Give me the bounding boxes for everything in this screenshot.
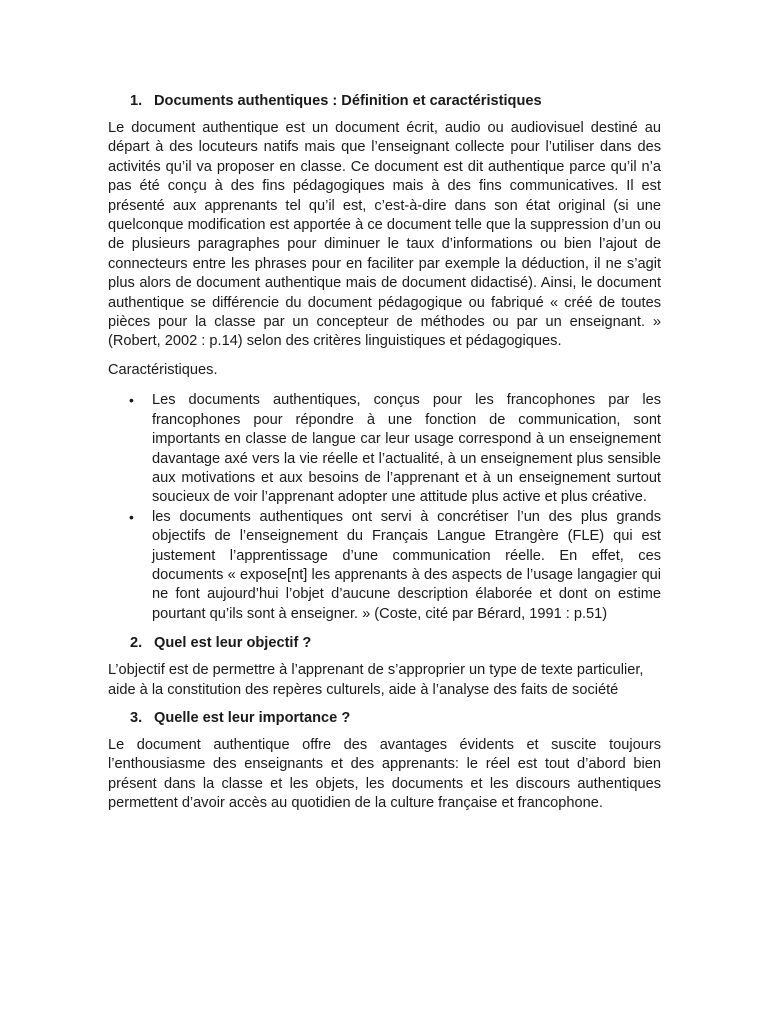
document-page: [108, 92, 661, 823]
list-item: [108, 508, 661, 624]
list-item: [108, 391, 661, 507]
section-title: Quel est leur objectif ?: [154, 635, 312, 652]
characteristics-list: [108, 391, 661, 624]
section-number: 2.: [130, 635, 143, 652]
list-item-text: les documents authentiques ont servi à concrétiser l’un des plus grands objectifs de l’enseignement du Français Langue Etrangère (FLE) qui est justement l’apprentissage d’une communication réelle. En effet, ces documents « expose[nt] les apprenants à des aspects de l’usage langagier qui ne font aujourd’hui l’objet d’aucune description élaborée et dont on estime pourtant qu’ils sont à enseigner. » (Coste, cité par Bérard, 1991 : p.51): [152, 508, 661, 622]
bullet-icon: •: [129, 392, 134, 409]
section-2-heading: [130, 634, 661, 653]
section-number: 1.: [130, 93, 143, 109]
section-number: 3.: [130, 709, 143, 726]
definition-paragraph: Le document authentique est un document écrit, audio ou audiovisuel destiné au départ à des locuteurs natifs mais que l’enseignant collecte pour l’utiliser dans des activités qu’il va proposer en classe. Ce document est dit authentique parce qu’il n’a pas été conçu à des fins pédagogiques mais à des fins communicatives. Il est présenté aux apprenants tel qu’il est, c’est-à-dire dans son état original (si une quelconque modification est apportée à ce document telle que la suppression d’un ou de plusieurs paragraphes pour diminuer le taux d’informations ou bien l’ajout de connecteurs entre les phrases pour en faciliter par exemple la déduction, il ne s’agit plus alors de document authentique mais de document didactisé). Ainsi, le document authentique se différencie du document pédagogique ou fabriqué « créé de toutes pièces pour la classe par un concepteur de méthodes ou par un enseignant. » (Robert, 2002 : p.14) selon des critères linguistiques et pédagogiques.: [108, 120, 661, 350]
list-item-text: Les documents authentiques, conçus pour les francophones par les francophones pour répondre à une fonction de communication, sont importants en classe de langue car leur usage correspond à un enseignement davantage axé vers la vie réelle et l’actualité, à un enseignement plus sensible aux motivations et aux besoins de l’apprenant et à un enseignement surtout soucieux de voir l’apprenant adopter une attitude plus active et plus créative.: [152, 392, 661, 506]
section-3-heading: [130, 709, 661, 728]
section-title: Documents authentiques : Définition et caractéristiques: [154, 93, 542, 109]
objective-paragraph: L’objectif est de permettre à l’apprenant de s’approprier un type de texte particulier, aide à la constitution des repères culturels, aide à l’analyse des faits de société: [108, 662, 644, 698]
section-title: Quelle est leur importance ?: [154, 709, 351, 726]
bullet-icon: •: [129, 508, 134, 525]
importance-paragraph: Le document authentique offre des avantages évidents et suscite toujours l’enthousiasme des enseignants et des apprenants: le réel est tout d’abord bien présent dans la classe et les objets, les documents et les discours authentiques permettent d’avoir accès au quotidien de la culture française et francophone.: [108, 736, 661, 812]
characteristics-label: Caractéristiques.: [108, 361, 218, 378]
section-1-heading: [130, 92, 661, 111]
